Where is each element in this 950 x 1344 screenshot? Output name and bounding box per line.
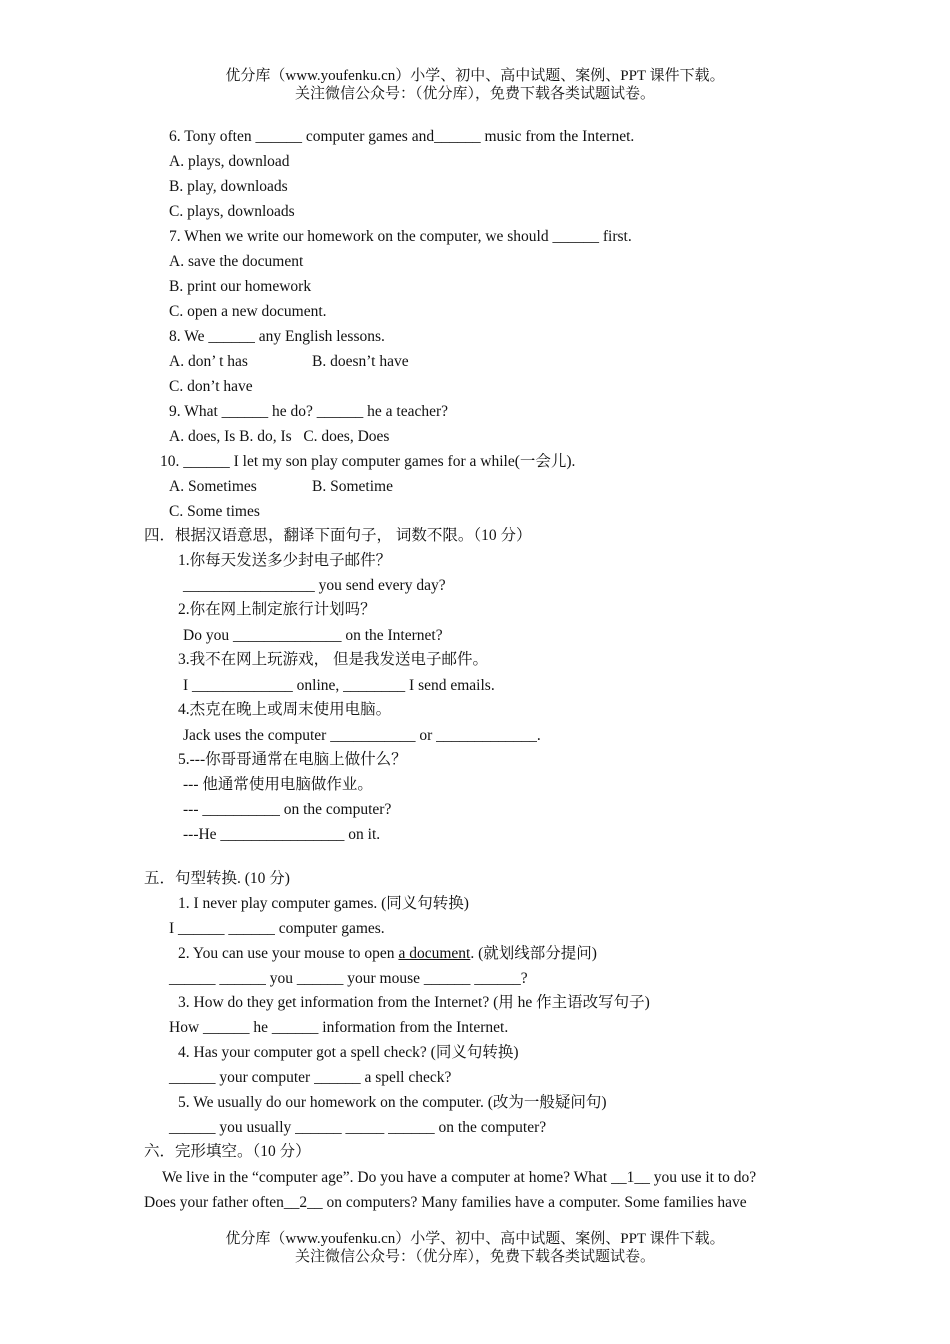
cloze-line-1-end: you use it to do? [649, 1169, 757, 1186]
q10-option-b: B. Sometime [312, 478, 393, 495]
s4-item-4-english: Jack uses the computer ___________ or _____________. [183, 727, 541, 744]
cloze-line-2-start: Does your father often [144, 1194, 284, 1211]
question-8: 8. We ______ any English lessons. [169, 328, 385, 345]
s4-item-5-english-answer: ---He ________________ on it. [183, 826, 381, 843]
q6-option-a: A. plays, download [169, 153, 290, 170]
s5-answer-1: I ______ ______ computer games. [169, 920, 385, 937]
s4-item-4-chinese: 4.杰克在晚上或周末使用电脑。 [178, 701, 392, 718]
s5-answer-4: ______ your computer ______ a spell check? [169, 1069, 452, 1086]
q7-option-b: B. print our homework [169, 278, 312, 295]
s5-q2-text-after: . (就划线部分提问) [470, 945, 597, 962]
s5-q2-underlined-part: a document [398, 945, 471, 962]
s4-item-1-english: _________________ you send every day? [183, 577, 446, 594]
q6-option-b: B. play, downloads [169, 178, 288, 195]
q6-option-c: C. plays, downloads [169, 203, 295, 220]
s4-item-3-chinese: 3.我不在网上玩游戏， 但是我发送电子邮件。 [178, 651, 489, 668]
s4-item-3-english: I _____________ online, ________ I send emails. [183, 677, 495, 694]
s4-item-5-chinese-answer: --- 他通常使用电脑做作业。 [183, 776, 373, 793]
q9-options: A. does, Is B. do, Is C. does, Does [169, 428, 390, 445]
q8-option-a: A. don’ t has [169, 353, 248, 370]
s4-item-2-english: Do you ______________ on the Internet? [183, 627, 443, 644]
s5-question-5: 5. We usually do our homework on the computer. (改为一般疑问句) [178, 1094, 607, 1111]
cloze-line-1-start: We live in the “computer age”. Do you have a computer at home? What [162, 1169, 612, 1186]
page-header-line-1: 优分库（www.youfenku.cn）小学、初中、高中试题、案例、PPT 课件下载。 [225, 68, 725, 84]
question-7: 7. When we write our homework on the computer, we should ______ first. [169, 228, 632, 245]
s4-item-5-chinese: 5.---你哥哥通常在电脑上做什么？ [178, 751, 407, 768]
question-10: 10. ______ I let my son play computer games for a while(一会儿). [160, 453, 576, 470]
s4-item-2-chinese: 2.你在网上制定旅行计划吗？ [178, 601, 376, 618]
s5-question-4: 4. Has your computer got a spell check? (同义句转换) [178, 1044, 519, 1061]
s5-q2-text-before: 2. You can use your mouse to open [178, 945, 399, 962]
cloze-line-1 [162, 1168, 756, 1188]
question-9: 9. What ______ he do? ______ he a teacher? [169, 403, 449, 420]
s5-answer-5: ______ you usually ______ _____ ______ on the computer? [169, 1119, 547, 1136]
s5-answer-3: How ______ he ______ information from the Internet. [169, 1019, 509, 1036]
q7-option-a: A. save the document [169, 253, 304, 270]
section-4-title: 四．根据汉语意思，翻译下面句子， 词数不限。（10 分） [144, 527, 532, 544]
page-footer-line-2: 关注微信公众号：（优分库），免费下载各类试题试卷。 [294, 1249, 655, 1265]
s5-question-3: 3. How do they get information from the Internet? (用 he 作主语改写句子) [178, 994, 650, 1011]
s5-answer-2: ______ ______ you ______ your mouse ______ ______? [169, 970, 528, 987]
q8-option-c: C. don’t have [169, 378, 253, 395]
s5-question-2 [178, 944, 597, 964]
cloze-blank-2: __2__ [283, 1194, 323, 1211]
q8-option-b: B. doesn’t have [312, 353, 409, 370]
s4-item-5-english-question: --- __________ on the computer? [183, 801, 392, 818]
s5-question-1: 1. I never play computer games. (同义句转换) [178, 895, 469, 912]
q10-option-c: C. Some times [169, 503, 260, 520]
s4-item-1-chinese: 1.你每天发送多少封电子邮件？ [178, 552, 392, 569]
cloze-blank-1: __1__ [611, 1169, 650, 1186]
page-header-line-2: 关注微信公众号：（优分库），免费下载各类试题试卷。 [294, 86, 655, 102]
cloze-line-2-end: on computers? Many families have a computer. Some families have [322, 1194, 747, 1211]
section-5-title: 五．句型转换. (10 分) [144, 870, 290, 887]
page-footer-line-1: 优分库（www.youfenku.cn）小学、初中、高中试题、案例、PPT 课件下载。 [225, 1231, 725, 1247]
q10-option-a: A. Sometimes [169, 478, 257, 495]
question-6: 6. Tony often ______ computer games and______ music from the Internet. [169, 128, 635, 145]
q7-option-c: C. open a new document. [169, 303, 327, 320]
cloze-line-2 [144, 1193, 747, 1213]
section-6-title: 六．完形填空。（10 分） [144, 1143, 311, 1160]
